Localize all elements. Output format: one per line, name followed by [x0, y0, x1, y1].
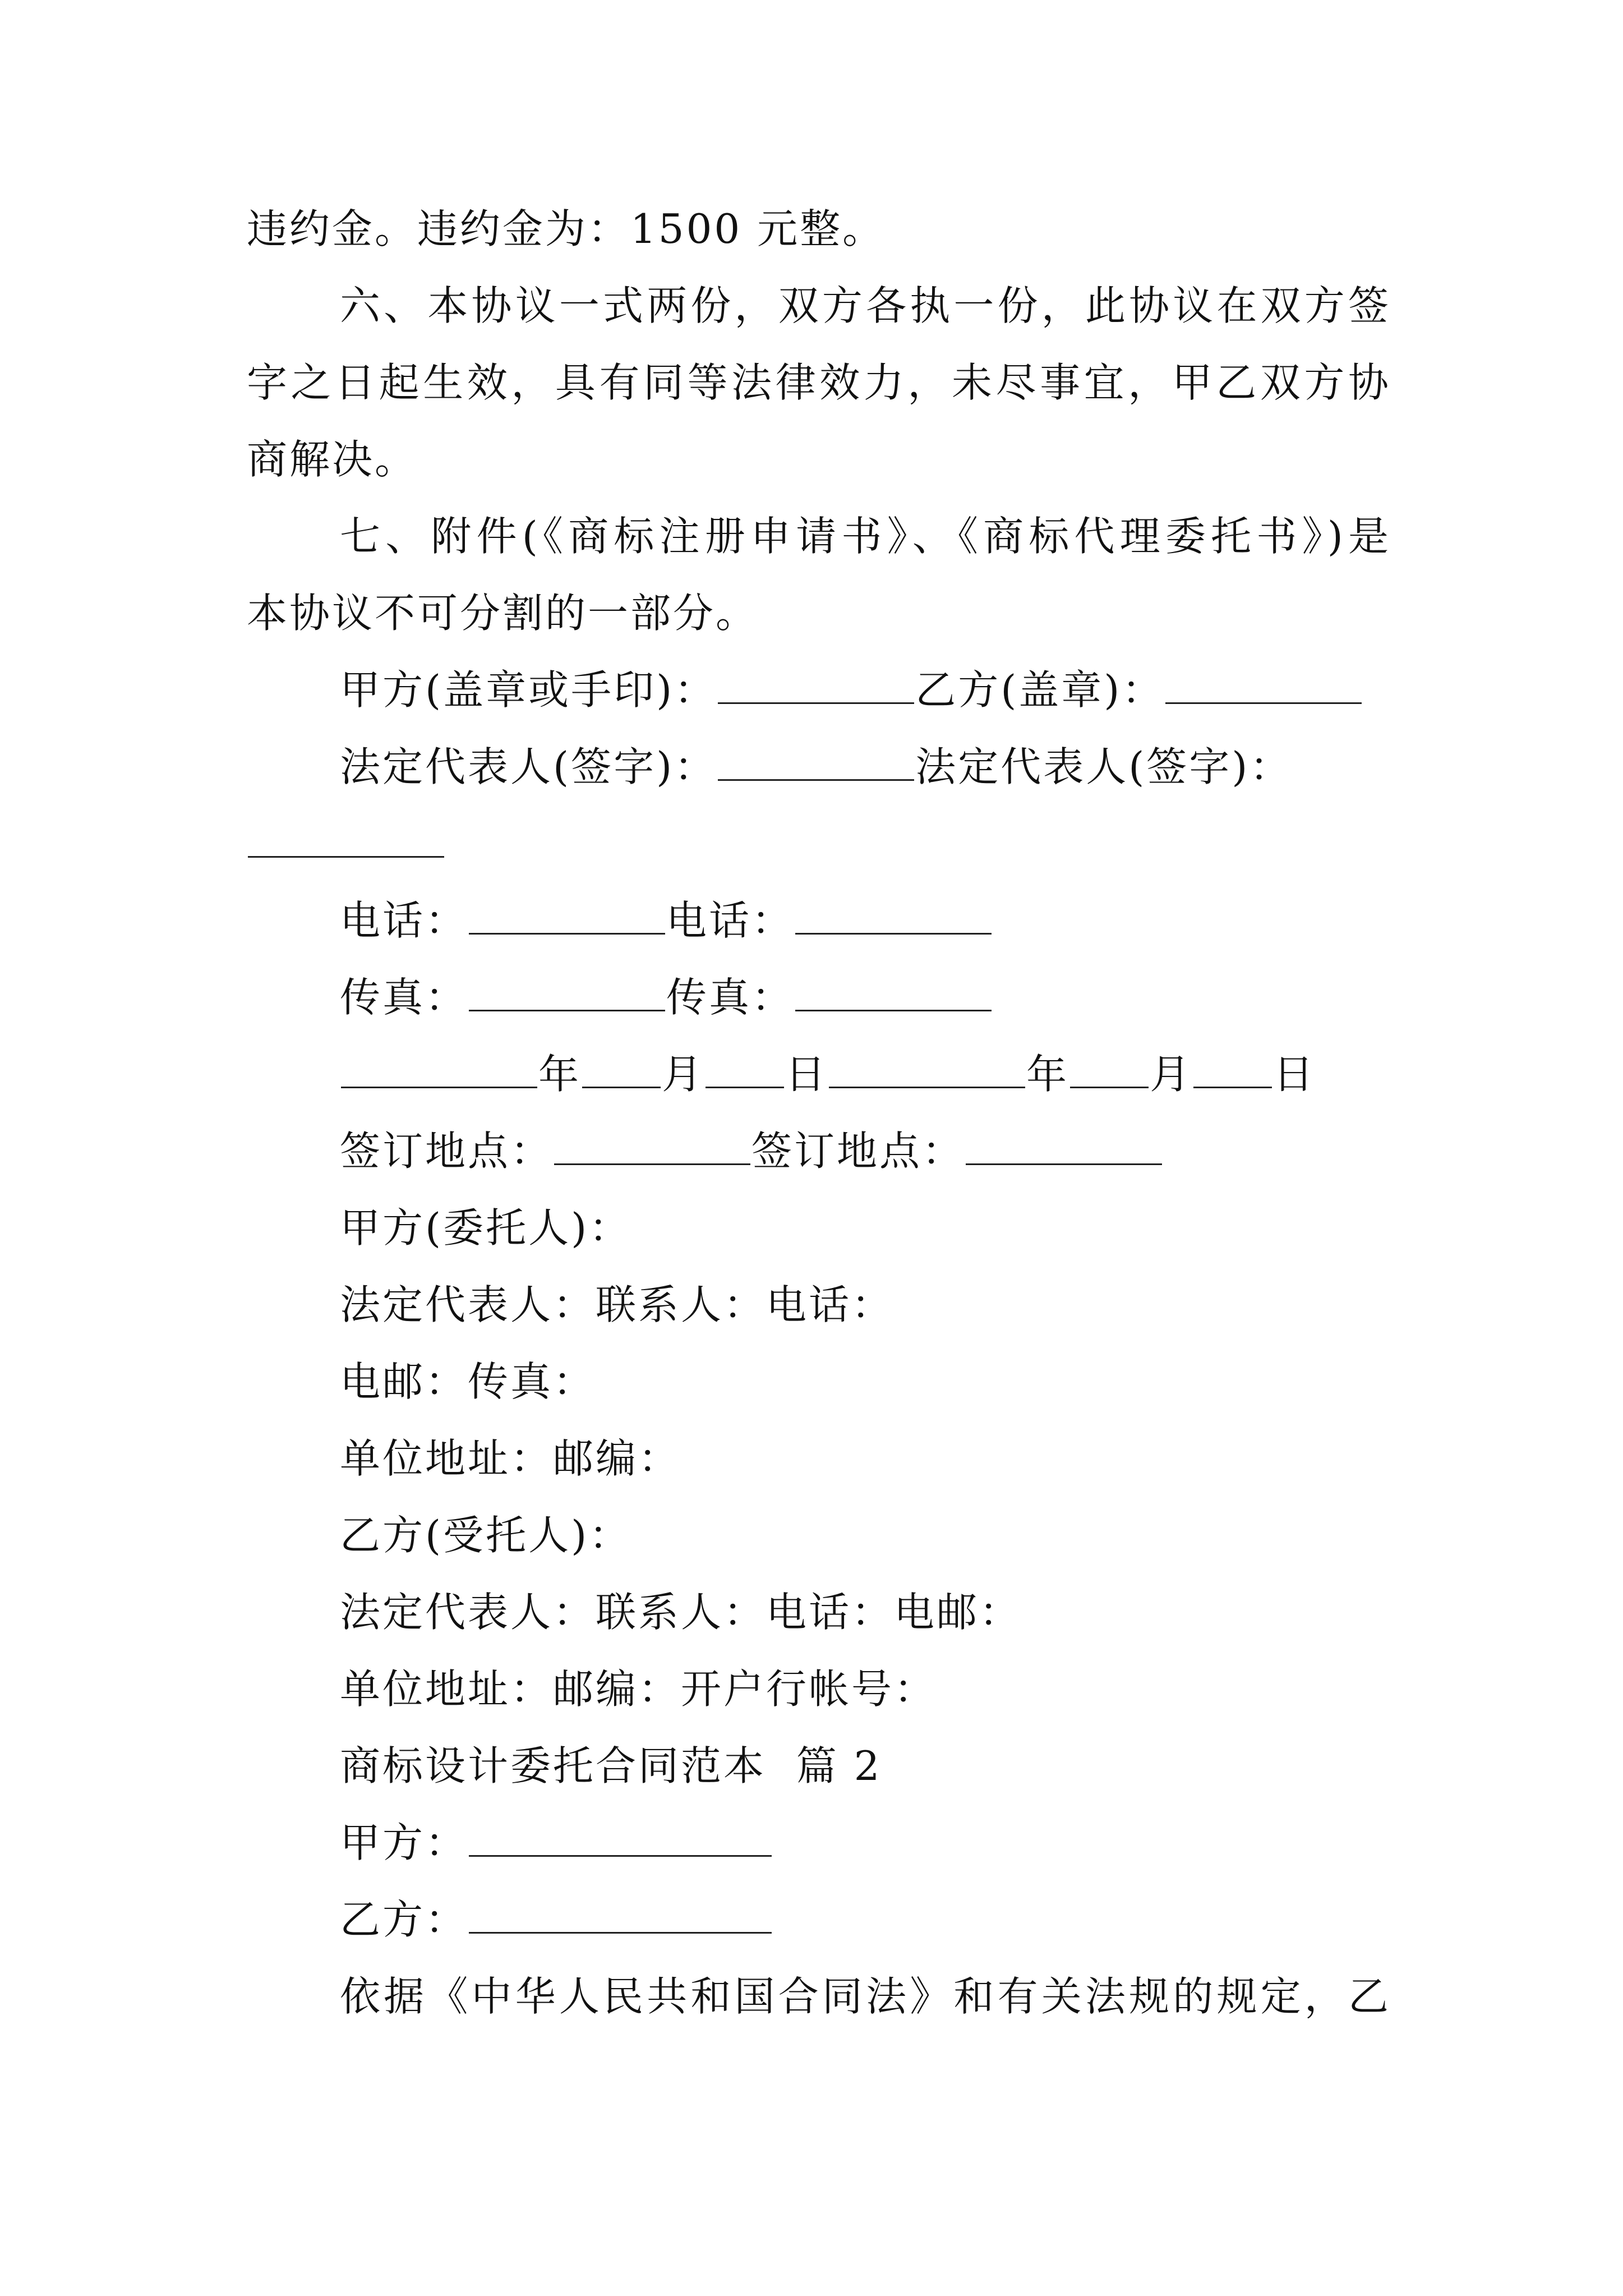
blank-line: [1070, 1087, 1149, 1088]
party-b-info-line: 单位地址：邮编：开户行帐号：: [340, 1665, 937, 1713]
party-a-place-label: 签订地点：: [340, 1128, 554, 1175]
party-a-name-line: [247, 1805, 1391, 1881]
blank-line: [469, 1010, 665, 1011]
blank-line: [718, 779, 914, 781]
blank-line: [582, 1087, 661, 1088]
blank-line: [1193, 1087, 1272, 1088]
party-a-label: 甲方：: [340, 1819, 468, 1866]
blank-line: [1165, 702, 1362, 704]
telephone-line: [247, 882, 1391, 959]
fax-line: [247, 959, 1391, 1036]
party-a-fax-label: 传真：: [340, 974, 468, 1021]
party-a-title: 甲方(委托人)：: [340, 1204, 632, 1251]
day-label: 日: [1273, 1051, 1316, 1098]
party-a-rep-label: 法定代表人(签字)：: [340, 743, 717, 790]
document-page: [247, 191, 1391, 2035]
blank-line: [469, 1855, 772, 1857]
section-heading: 商标设计委托合同范本 篇 2: [340, 1742, 882, 1789]
year-label: 年: [1026, 1051, 1069, 1098]
party-a-info-line: 法定代表人：联系人：电话：: [340, 1281, 895, 1328]
paragraph-line: 字之日起生效，具有同等法律效力，未尽事宜，甲乙双方协: [247, 359, 1391, 406]
day-label: 日: [785, 1051, 828, 1098]
blank-line: [554, 1163, 750, 1165]
party-b-tel-label: 电话：: [666, 897, 795, 944]
party-a-info-line: 电邮：传真：: [340, 1358, 596, 1405]
date-line: [247, 1036, 1391, 1113]
blank-line: [829, 1087, 1025, 1088]
party-b-rep-label: 法定代表人(签字)：: [915, 743, 1293, 790]
year-label: 年: [538, 1051, 582, 1098]
party-b-info-line: 法定代表人：联系人：电话：电邮：: [340, 1589, 1022, 1636]
blank-line: [718, 702, 914, 704]
paragraph-line: 违约金。违约金为：1500 元整。: [247, 205, 886, 252]
blank-line: [706, 1087, 784, 1088]
party-b-name-line: [247, 1881, 1391, 1958]
party-a-info-line: 单位地址：邮编：: [340, 1435, 681, 1482]
blank-line: [966, 1163, 1162, 1165]
blank-line: [248, 856, 444, 858]
party-b-fax-label: 传真：: [666, 974, 795, 1021]
party-a-tel-label: 电话：: [340, 897, 468, 944]
signing-place-line: [247, 1113, 1391, 1190]
blank-line: [341, 1087, 537, 1088]
blank-line: [469, 933, 665, 935]
month-label: 月: [1150, 1051, 1193, 1098]
paragraph-line: 本协议不可分割的一部分。: [247, 590, 759, 637]
paragraph-line: 七、附件(《商标注册申请书》、《商标代理委托书》)是: [340, 513, 1391, 560]
paragraph-line: 依据《中华人民共和国合同法》和有关法规的规定，乙: [340, 1973, 1391, 2020]
party-b-place-label: 签订地点：: [751, 1128, 965, 1175]
blank-line: [469, 1932, 772, 1934]
representative-line: [247, 729, 1391, 806]
month-label: 月: [662, 1051, 705, 1098]
representative-blank-line: [247, 806, 1391, 882]
party-b-label: 乙方：: [340, 1896, 468, 1943]
party-b-title: 乙方(受托人)：: [340, 1512, 632, 1559]
party-b-seal-label: 乙方(盖章)：: [915, 666, 1165, 714]
blank-line: [795, 933, 992, 935]
paragraph-line: 商解决。: [247, 436, 418, 483]
party-a-seal-label: 甲方(盖章或手印)：: [340, 666, 717, 714]
signature-line: [247, 652, 1391, 729]
paragraph-line: 六、本协议一式两份，双方各执一份，此协议在双方签: [340, 282, 1391, 329]
blank-line: [795, 1010, 992, 1011]
